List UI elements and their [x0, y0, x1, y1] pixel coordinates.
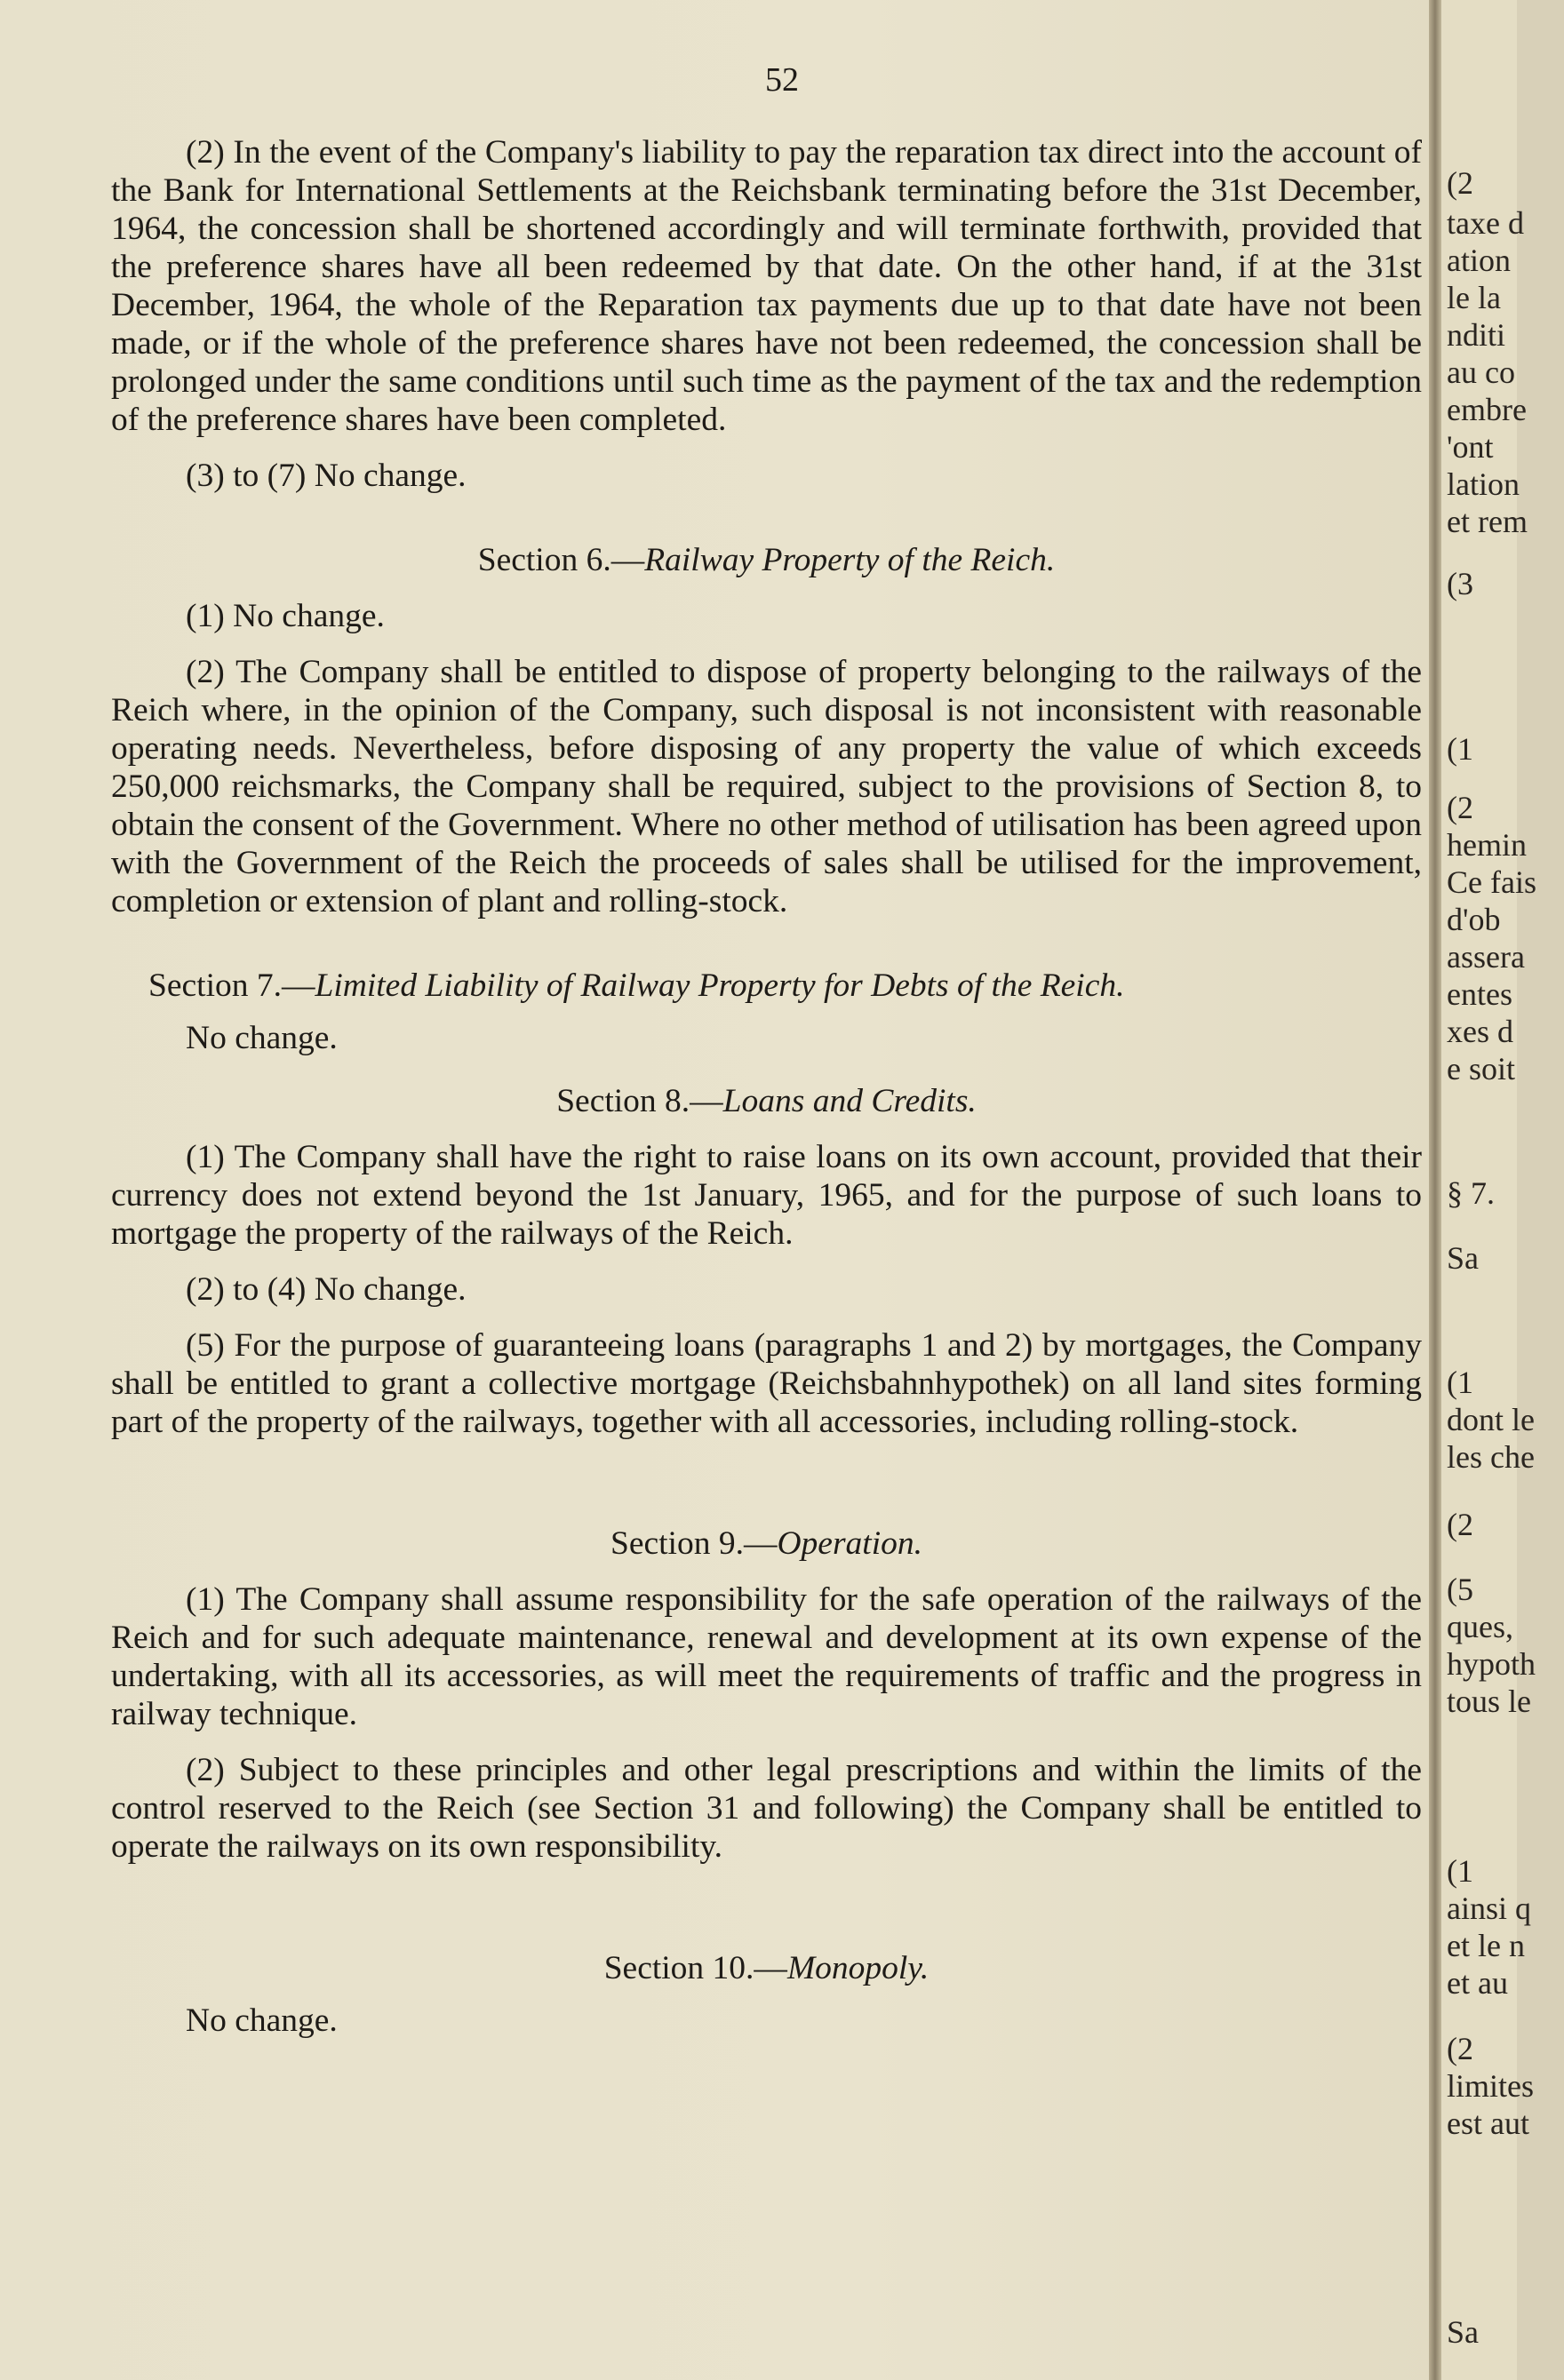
facing-page-fragment: § 7. [1447, 1175, 1495, 1211]
facing-page-fragment: (2 [1447, 790, 1473, 825]
section-10-title: Monopoly. [786, 1950, 930, 1986]
facing-page-fragment: taxe d [1447, 205, 1524, 241]
facing-page-fragment: le la [1447, 280, 1501, 315]
facing-page-fragment: (1 [1447, 731, 1473, 767]
paragraph-art5-3-7: (3) to (7) No change. [186, 458, 467, 494]
facing-page-fragment: tous le [1447, 1684, 1531, 1719]
section-7-number: Section 7.— [148, 967, 315, 1004]
section-9-title: Operation. [777, 1525, 923, 1562]
paragraph-art5-2: (2) In the event of the Company's liability to pay the reparation tax direct into the account of the Bank for International Settlements at the Reichsbank terminating before the 31st December, 1964, the concession shall be shortened accordingly and will terminate forthwith, provided that the preference shares have all been redeemed by that date. On the other hand, if at the 31st December, 1964, the whole of the Reparation tax payments due up to that date have not been made, or if the whole of the preference shares have not been redeemed, the concession shall be prolonged under the same conditions until such time as the payment of the tax and the redemption of the preference shares have been completed. [111, 134, 1422, 438]
section-10-number: Section 10.— [603, 1950, 787, 1986]
paragraph-sec7: No change. [186, 1020, 338, 1056]
facing-page-fragment: embre [1447, 392, 1527, 427]
facing-page-fragment: xes d [1447, 1014, 1513, 1049]
facing-page-fragment: 'ont [1447, 429, 1494, 465]
section-7-title: Limited Liability of Railway Property for Debts of the Reich. [315, 967, 1125, 1004]
facing-page-fragment: d'ob [1447, 902, 1501, 937]
facing-page-fragment: (3 [1447, 566, 1473, 601]
section-10-heading [111, 1949, 1422, 1987]
facing-page-fragment: entes [1447, 976, 1512, 1012]
paragraph-sec8-5: (5) For the purpose of guaranteeing loans (paragraphs 1 and 2) by mortgages, the Company shall be entitled to grant a collective mortgage (Reichsbahnhypothek) on all land sites forming part of the property of the railways, together with all accessories, including rolling-stock. [111, 1327, 1422, 1440]
facing-page-fragment: nditi [1447, 317, 1506, 353]
facing-page-fragment: (5 [1447, 1572, 1473, 1607]
facing-page-fragment: au co [1447, 354, 1515, 390]
facing-page-fragment: (2 [1447, 165, 1473, 201]
section-6-number: Section 6.— [477, 542, 645, 578]
facing-page-fragment: limites [1447, 2068, 1534, 2104]
section-8-heading [111, 1082, 1422, 1120]
facing-page-edge [1441, 0, 1536, 2380]
facing-page-fragment: Sa [1447, 2314, 1479, 2350]
facing-page-fragment: dont le [1447, 1402, 1535, 1437]
facing-page-fragment: hypoth [1447, 1646, 1536, 1682]
facing-page-fragment: assera [1447, 939, 1525, 975]
section-6-heading [111, 541, 1422, 579]
paragraph-sec9-2: (2) Subject to these principles and other legal prescriptions and within the limits of the control reserved to the Reich (see Section 31 and following) the Company shall be entitled to operate the railways on its own responsibility. [111, 1752, 1422, 1865]
facing-page-fragment: Ce fais [1447, 864, 1536, 900]
facing-page-fragment: hemin [1447, 827, 1527, 863]
book-gutter [1429, 0, 1441, 2380]
facing-page-fragment: et au [1447, 1965, 1508, 2001]
section-9-heading [111, 1524, 1422, 1563]
section-8-title: Loans and Credits. [722, 1083, 977, 1119]
paragraph-sec8-1: (1) The Company shall have the right to raise loans on its own account, provided that their currency does not extend beyond the 1st January, 1965, and for the purpose of such loans to mortgage the property of the railways of the Reich. [111, 1139, 1422, 1252]
facing-page-fragment: e soit [1447, 1051, 1515, 1087]
section-8-number: Section 8.— [556, 1083, 723, 1119]
facing-page-fragment: est aut [1447, 2105, 1529, 2141]
facing-page-fragment: (2 [1447, 1507, 1473, 1542]
facing-page-fragment: ainsi q [1447, 1890, 1531, 1926]
paragraph-sec8-2-4: (2) to (4) No change. [186, 1271, 467, 1308]
paragraph-sec6-1: (1) No change. [186, 598, 385, 634]
facing-page-fragment: Sa [1447, 1240, 1479, 1276]
facing-page-fragment: lation [1447, 466, 1520, 502]
facing-page-fragment: les che [1447, 1439, 1535, 1475]
paragraph-sec6-2: (2) The Company shall be entitled to dispose of property belonging to the railways of the Reich where, in the opinion of the Company, such disposal is not inconsistent with reasonable operating needs. Nevertheless, before disposing of any property the value of which exceeds 250,000 reichsmarks, the Company shall be required, subject to the provisions of Section 8, to obtain the consent of the Government. Where no other method of utilisation has been agreed upon with the Government of the Reich the proceeds of sales shall be utilised for the improvement, completion or extension of plant and rolling-stock. [111, 654, 1422, 919]
facing-page-fragment: ques, [1447, 1609, 1513, 1644]
paragraph-sec10: No change. [186, 2002, 338, 2039]
facing-page-fragment: (1 [1447, 1365, 1473, 1400]
facing-page-fragment: (2 [1447, 2031, 1473, 2066]
paragraph-sec9-1: (1) The Company shall assume responsibility for the safe operation of the railways of the Reich and for such adequate maintenance, renewal and development at its own expense of the undertaking, with all its accessories, as will meet the requirements of traffic and the progress in railway technique. [111, 1581, 1422, 1732]
page-number: 52 [765, 61, 799, 99]
facing-page-fragment: ation [1447, 243, 1511, 278]
section-6-title: Railway Property of the Reich. [644, 542, 1056, 578]
page-body [111, 133, 1422, 2040]
facing-page-fragment: et rem [1447, 504, 1528, 539]
section-7-heading [148, 967, 1422, 1005]
section-9-number: Section 9.— [610, 1525, 778, 1562]
facing-page-fragment: et le n [1447, 1928, 1525, 1963]
facing-page-fragment: (1 [1447, 1853, 1473, 1889]
